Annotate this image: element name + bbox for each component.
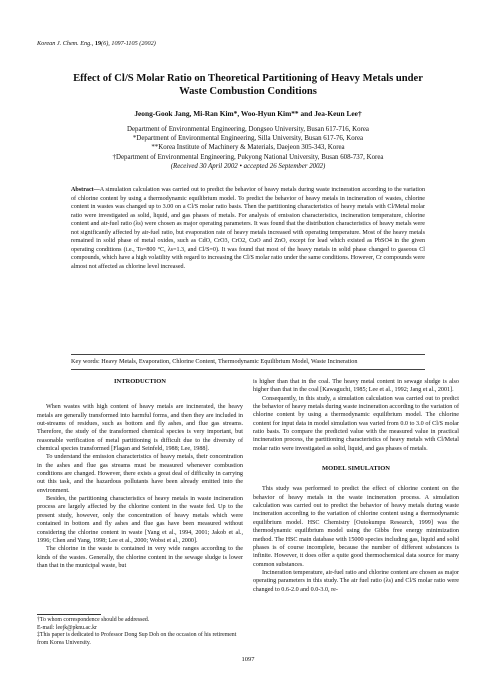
footnote-correspondence: †To whom correspondence should be addressed.: [37, 617, 150, 623]
footnote-rule: [37, 614, 101, 615]
left-paragraph-4: The chlorine in the waste is contained in very wide ranges according to the kinds of the wastes. Generally, the chlorine content in the sewage sludge is lower than that in the municipal waste, but: [37, 546, 243, 569]
paper-title: [40, 73, 456, 98]
journal-name: Korean J. Chem. Eng.,: [37, 40, 94, 47]
left-paragraph-2: To understand the emission characteristics of heavy metals, their concentration in the ashes and flue gas streams must be measured whenever combustion conditions are changed. However, there exists a great deal of difficulty in carrying out this task, and the hazardous pollutants have been already emitted into the environment.: [37, 454, 243, 494]
keywords-bottom-rule: [71, 369, 425, 370]
left-paragraph-3: Besides, the partitioning characteristics of heavy metals in waste incineration process are largely affected by the chlorine content in the waste fed. Up to the present study, however, only the concentration of heavy metals which were contained in bottom and fly ashes and flue gas have been measured without considering the chlorine content in waste [Yang et al., 1994, 2001; Jakob et al., 1996; Chen and Yang, 1998; Lee et al., 2000; Wobst et al., 2000].: [37, 496, 243, 544]
footnote-dedication: ‡This paper is dedicated to Professor Dong Sup Doh on the occasion of his retirement from Korea University.: [37, 632, 237, 646]
right-paragraph-1: is higher than that in the coal. The heavy metal content in sewage sludge is also higher than that in the coal [Kawaguchi, 1985; Lee et al., 1992; Jang et al., 2001].: [253, 379, 459, 394]
author-list: Jeong-Gook Jang, Mi-Ran Kim*, Woo-Hyun Kim** and Jea-Keun Lee†: [134, 109, 362, 118]
footnote-email: E-mail: leejk@pknu.ac.kr: [37, 624, 97, 631]
page-number: 1097: [241, 656, 255, 663]
abstract-text: A simulation calculation was carried out to predict the behavior of heavy metals during waste incineration according to the variation of chlorine content by using a thermodynamic equilibrium model. To predict the behavior of heavy metals in incineration of wastes, chlorine content in wastes was changed up to 3.00 on a Cl/S molar ratio basis. Then the partitioning characteristics of heavy metals with Cl/Metal molar ratio were investigated as solid, liquid, and gas phases of metals. For analysis of emission characteristics, incineration temperature, chlorine content and air-fuel ratio (λs) were chosen as major operating parameters. It was found that the distribution characteristics of heavy metals were not significantly affected by air-fuel ratio, but evaporation rate of heavy metals increased with operating temperature. Most of the heavy metals remained in solid phase of metal oxides, such as CdO, CrO3, CrO2, CuO and ZnO, except for lead which existed as PbSO4 in the given operating conditions (i.e., To=800 °C, λs=1.3, and Cl/S=0). It was found that most of the heavy metals in solid phase changed to gaseous Cl compounds, which have a high volatility with regard to increasing the Cl/S molar ratio under the same conditions. However, Cr compounds were almost not affected as chlorine level increased.: [71, 187, 425, 270]
journal-header: [37, 40, 156, 47]
affiliations: [40, 125, 456, 171]
introduction-heading: INTRODUCTION: [113, 378, 166, 385]
keywords-top-rule: [71, 354, 425, 355]
right-paragraph-4: Incineration temperature, air-fuel ratio and chlorine content are chosen as major operating parameters in this study. The air fuel ratio (λs) and Cl/S molar ratio were changed to 0.6-2.0 and 0.0-3.0, re-: [253, 569, 459, 593]
affiliation-3: **Korea Institute of Machinery & Materials, Daejeon 305-343, Korea: [151, 144, 345, 152]
affiliation-2: *Department of Environmental Engineering, Silla University, Busan 617-76, Korea: [132, 135, 364, 143]
left-column: [37, 378, 243, 570]
right-column: [253, 378, 459, 594]
affiliation-1: Department of Environmental Engineering, Dongseo University, Busan 617-716, Korea: [126, 126, 369, 133]
title-line-1: Effect of Cl/S Molar Ratio on Theoretical Partitioning of Heavy Metals under: [73, 73, 423, 84]
abstract: [71, 186, 425, 271]
left-paragraph-1: When wastes with high content of heavy metals are incinerated, the heavy metals are generally transformed into harmful forms, and then they are included in out-streams of residues, such as bottom and fly ashes, and flue gas streams. Therefore, the study of the transformed chemical species is very important, but reasonable verification of metal partitioning is difficult due to the diversity of chemical species transformed [Flagan and Seinfeld, 1988; Lee, 1988].: [37, 404, 243, 453]
journal-issue-pages: (6), 1097-1105 (2002): [101, 40, 156, 47]
keywords: Key words: Heavy Metals, Evaporation, Chlorine Content, Thermodynamic Equilibrium Model, Waste Incineration: [71, 358, 358, 365]
affiliation-4: †Department of Environmental Engineering, Pukyong National University, Busan 608-737, Korea: [112, 153, 384, 161]
model-simulation-heading: MODEL SIMULATION: [322, 465, 390, 473]
title-line-2: Waste Combustion Conditions: [179, 85, 317, 97]
journal-volume: 19: [94, 40, 102, 47]
right-paragraph-2: Consequently, in this study, a simulation calculation was carried out to predict the behavior of heavy metals during waste incineration according to the variation of chlorine content by using a thermodynamic equilibrium model. The chlorine content for input data in model simulation was varied from 0.0 to 3.0 of Cl/S molar ratio basis. To compare the predicted value with the measured value in practical incineration process, the partitioning characteristics of heavy metals with Cl/Metal molar ratio were investigated as solid, liquid, and gas phases of metals.: [253, 395, 459, 452]
right-paragraph-3: This study was performed to predict the effect of chlorine content on the behavior of heavy metals in the waste incineration process. A simulation calculation was carried out to predict the behavior of heavy metals during waste incineration according to the variation of chlorine content using a thermodynamic equilibrium model. HSC Chemistry [Outokumpu Research, 1999] was the thermodynamic equilibrium model using the Gibbs free energy minimization method. The HSC main database with 15000 species including gas, liquid and solid phases is of course incomplete, because the number of different substances is infinite. However, it does offer a quite good thermochemical data source for many common substances.: [253, 486, 459, 568]
footnotes: [37, 617, 243, 647]
received-dates: (Received 30 April 2002 • accepted 26 September 2002): [170, 162, 326, 170]
abstract-label: Abstract—: [71, 187, 100, 193]
